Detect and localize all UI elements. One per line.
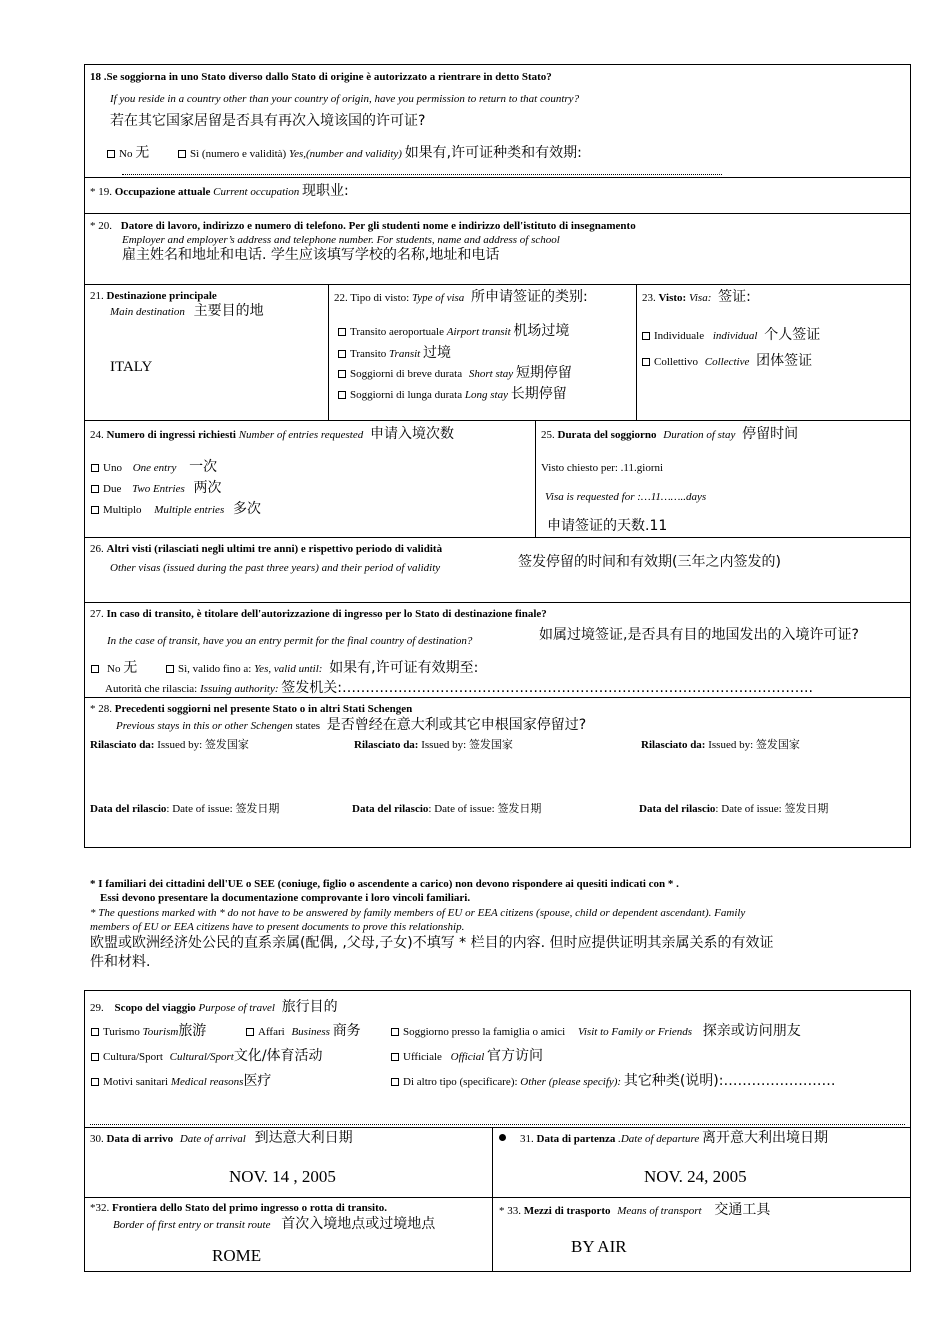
duration-italian-value: Visto chiesto per: .11.giorni — [541, 462, 664, 474]
question-19[interactable]: * 19. Occupazione attuale Current occupation 现职业: — [90, 183, 349, 199]
bullet-icon — [499, 1134, 506, 1141]
visa-individual-option[interactable]: Individuale individual 个人签证 — [642, 328, 820, 343]
entries-one-option[interactable]: Uno One entry 一次 — [91, 460, 217, 475]
duration-english-value: Visa is requested for :…11……..days — [545, 491, 707, 503]
q18-no-checkbox[interactable] — [107, 150, 115, 158]
main-destination-value[interactable]: ITALY — [110, 359, 153, 375]
purpose-cultural-sport-option[interactable]: Cultura/Sport Cultural/Sport文化/体育活动 — [91, 1049, 323, 1064]
q27-chinese: 如属过境签证,是否具有目的地国发出的入境许可证? — [539, 627, 859, 643]
q20-chinese: 雇主姓名和地址和电话. 学生应该填写学校的名称,地址和电话 — [122, 247, 500, 263]
q27-english: In the case of transit, have you an entry permit for the final country of destination? — [107, 635, 473, 647]
q18-no-option[interactable]: No 无 — [107, 146, 149, 161]
purpose-other-option[interactable]: Di altro tipo (specificare): Other (please specify): 其它种类(说明):…………………… — [391, 1074, 835, 1089]
q18-answer-line[interactable] — [122, 174, 722, 175]
q28-issued-by-1[interactable]: Rilasciato da: Issued by: 签发国家 — [90, 738, 249, 751]
purpose-family-friends-option[interactable]: Soggiorno presso la famiglia o amici Visit to Family or Friends 探亲或访问朋友 — [391, 1024, 801, 1039]
visa-type-airport-transit[interactable]: Transito aeroportuale Airport transit 机场过境 — [338, 324, 569, 339]
purpose-official-option[interactable]: Ufficiale Official 官方访问 — [391, 1049, 543, 1064]
q18-chinese: 若在其它国家居留是否具有再次入境该国的许可证? — [110, 113, 426, 129]
q28-date-of-issue-1[interactable]: Data del rilascio: Date of issue: 签发日期 — [90, 802, 280, 815]
purpose-business-option[interactable]: Affari Business 商务 — [246, 1024, 361, 1039]
visa-type-transit[interactable]: Transito Transit 过境 — [338, 346, 451, 361]
entries-multiple-option[interactable]: Multiplo Multiple entries 多次 — [91, 502, 261, 517]
border-of-entry-value[interactable]: ROME — [212, 1246, 262, 1265]
q28-issued-by-2[interactable]: Rilasciato da: Issued by: 签发国家 — [354, 738, 513, 751]
q18-italian: 18 .Se soggiorna in uno Stato diverso dallo Stato di origine è autorizzato a rientrare in detto Stato? — [90, 71, 552, 83]
q26-english: Other visas (issued during the past three years) and their period of validity — [110, 562, 441, 574]
q28-date-of-issue-3[interactable]: Data del rilascio: Date of issue: 签发日期 — [639, 802, 829, 815]
q27-no-option[interactable]: No 无 — [91, 661, 137, 676]
q18-english: If you reside in a country other than your country of origin, have you permission to return to that country? — [110, 93, 580, 105]
duration-chinese-value: 申请签证的天数.11 — [547, 518, 668, 534]
q18-yes-checkbox[interactable] — [178, 150, 186, 158]
purpose-tourism-option[interactable]: Turismo Tourism旅游 — [91, 1024, 206, 1039]
q20-english: Employer and employer’s address and telephone number. For students, name and address of school — [122, 234, 560, 246]
q26-chinese: 签发停留的时间和有效期(三年之内签发的) — [518, 554, 781, 570]
q27-issuing-authority[interactable]: Autorità che rilascia: Issuing authority: 签发机关:……………………………………………………………………………………….. — [105, 680, 813, 696]
q28-issued-by-3[interactable]: Rilasciato da: Issued by: 签发国家 — [641, 738, 800, 751]
visa-collective-option[interactable]: Collettivo Collective 团体签证 — [642, 354, 812, 369]
entries-two-option[interactable]: Due Two Entries 两次 — [91, 481, 222, 496]
visa-type-long-stay[interactable]: Soggiorni di lunga durata Long stay 长期停留 — [338, 387, 567, 402]
q27-yes-option[interactable]: Sì, valido fino a: Yes, valid until: 如果有,许可证有效期至: — [166, 661, 478, 676]
visa-type-short-stay[interactable]: Soggiorni di breve durata Short stay 短期停留 — [338, 366, 572, 381]
arrival-date-value[interactable]: NOV. 14 , 2005 — [229, 1167, 336, 1186]
departure-date-value[interactable]: NOV. 24, 2005 — [644, 1167, 747, 1186]
purpose-medical-option[interactable]: Motivi sanitari Medical reasons医疗 — [91, 1074, 271, 1089]
q28-date-of-issue-2[interactable]: Data del rilascio: Date of issue: 签发日期 — [352, 802, 542, 815]
q18-yes-option[interactable]: Sì (numero e validità) Yes,(number and validity) 如果有,许可证种类和有效期: — [178, 146, 582, 161]
means-of-transport-value[interactable]: BY AIR — [571, 1237, 627, 1256]
